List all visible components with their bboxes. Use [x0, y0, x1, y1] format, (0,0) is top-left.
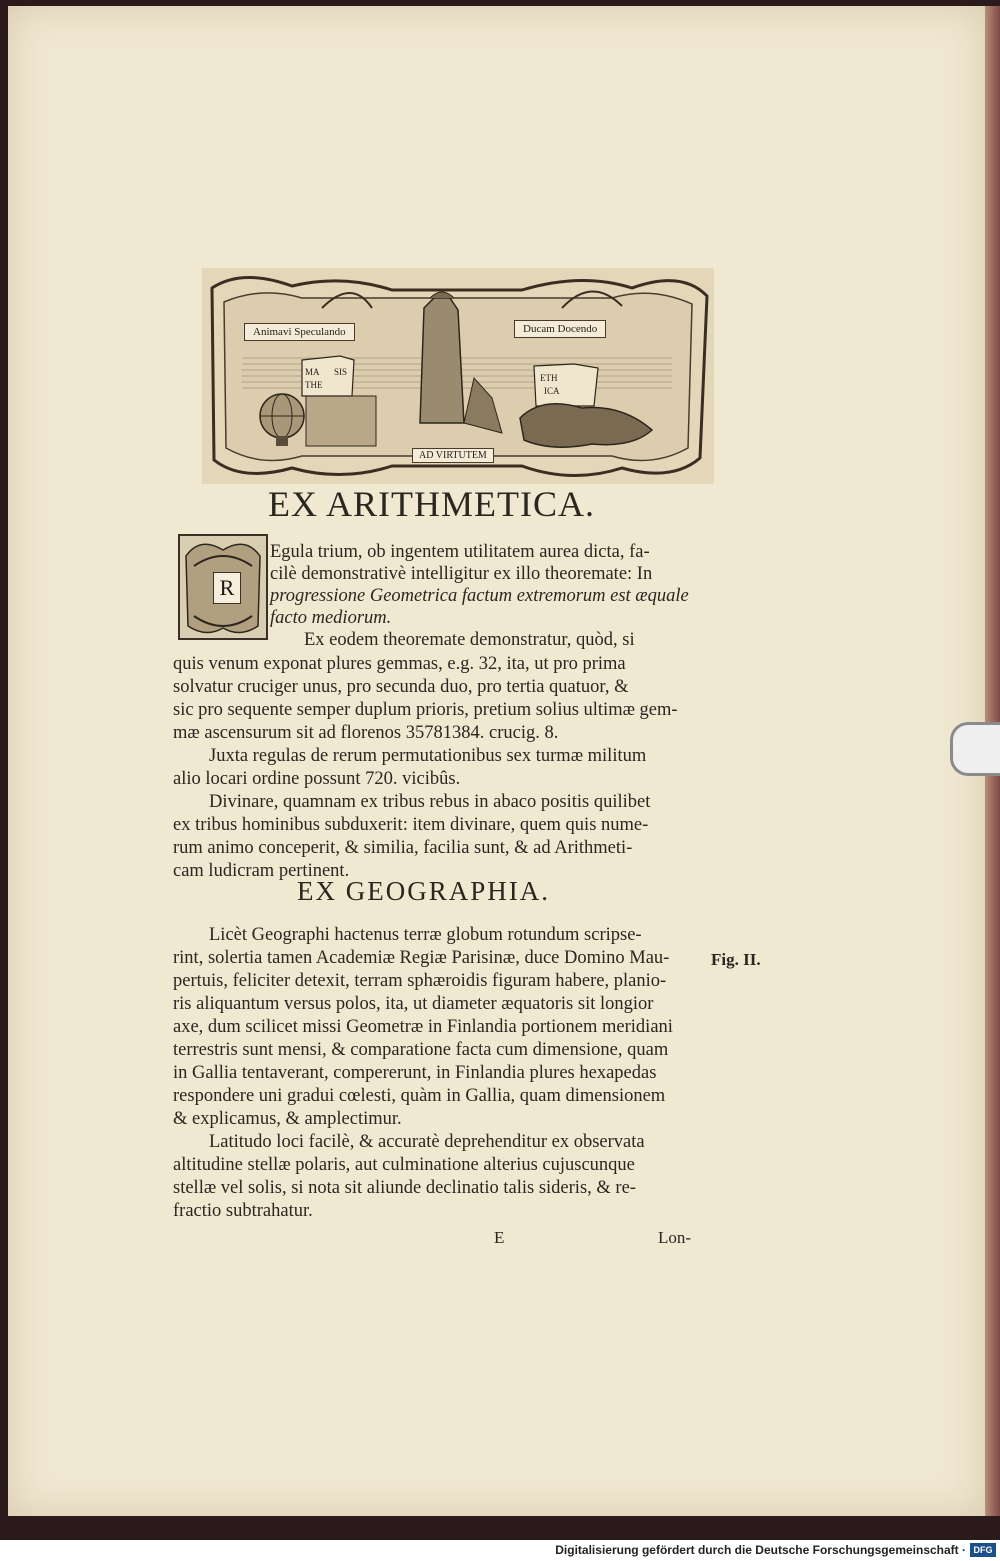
arith-line-14: rum animo conceperit, & similia, facilia sunt, & ad Arithmeti-	[173, 838, 633, 858]
geo-line-4: ris aliquantum versus polos, ita, ut diameter æquatoris sit longior	[173, 994, 654, 1014]
book-label-the: THE	[305, 380, 323, 390]
paper-clip	[950, 722, 1000, 776]
arith-line-12: Divinare, quamnam ex tribus rebus in abaco positis quilibet	[209, 792, 651, 812]
arith-line-10: Juxta regulas de rerum permutationibus sex turmæ militum	[209, 746, 647, 766]
arith-line-9: mæ ascensurum sit ad florenos 35781384. crucig. 8.	[173, 723, 559, 743]
catchword: Lon-	[658, 1228, 692, 1247]
geo-line-8: respondere uni gradui cœlesti, quàm in Gallia, quam dimensionem	[173, 1086, 666, 1106]
dfg-logo: DFG	[970, 1543, 996, 1557]
arith-line-3: progressione Geometrica factum extremorum est æquale	[270, 586, 689, 606]
book-label-ica: ICA	[544, 386, 560, 396]
signature-mark: E	[494, 1228, 505, 1247]
geo-line-3: pertuis, feliciter detexit, terram sphæroidis figuram habere, planio-	[173, 971, 667, 991]
geo-line-7: in Gallia tentaverant, compererunt, in Finlandia plures hexapedas	[173, 1063, 657, 1083]
arith-line-2: cilè demonstrativè intelligitur ex illo theoremate: In	[270, 564, 653, 584]
margin-note-figure: Fig. II.	[711, 950, 761, 969]
book-label-sis: SIS	[334, 367, 348, 377]
arith-line-4: facto mediorum.	[270, 608, 392, 628]
geo-line-11: altitudine stellæ polaris, aut culminatione alterius cujuscunque	[173, 1155, 635, 1175]
footer-credit-text: Digitalisierung gefördert durch die Deutsche Forschungsgemeinschaft ·	[555, 1543, 966, 1557]
vignette-banner-bottom: AD VIRTUTEM	[412, 448, 494, 463]
book-label-ma: MA	[305, 367, 320, 377]
geo-line-13: fractio subtrahatur.	[173, 1201, 313, 1221]
arith-line-1: Egula trium, ob ingentem utilitatem aurea dicta, fa-	[270, 542, 650, 562]
geo-line-2: rint, solertia tamen Academiæ Regiæ Parisinæ, duce Domino Mau-	[173, 948, 670, 968]
arith-line-13: ex tribus hominibus subduxerit: item divinare, quem quis nume-	[173, 815, 649, 835]
arith-line-6: quis venum exponat plures gemmas, e.g. 32, ita, ut pro prima	[173, 654, 626, 674]
heading-geographia: EX GEOGRAPHIA.	[297, 876, 550, 906]
arith-line-11: alio locari ordine possunt 720. vicibûs.	[173, 769, 461, 789]
book-page	[8, 6, 985, 1516]
arith-line-8: sic pro sequente semper duplum prioris, pretium solius ultimæ gem-	[173, 700, 678, 720]
geo-line-9: & explicamus, & amplectimur.	[173, 1109, 402, 1129]
geo-line-5: axe, dum scilicet missi Geometræ in Finlandia portionem meridiani	[173, 1017, 673, 1037]
arith-line-5: Ex eodem theoremate demonstratur, quòd, si	[304, 630, 635, 650]
geo-line-1: Licèt Geographi hactenus terræ globum rotundum scripse-	[209, 925, 642, 945]
arith-line-7: solvatur cruciger unus, pro secunda duo, pro tertia quatuor, &	[173, 677, 629, 697]
geo-line-6: terrestris sunt mensi, & comparatione facta cum dimensione, quam	[173, 1040, 669, 1060]
heading-arithmetica: EX ARITHMETICA.	[268, 484, 595, 524]
geo-line-10: Latitudo loci facilè, & accuratè deprehenditur ex observata	[209, 1132, 645, 1152]
initial-letter: R	[213, 572, 241, 604]
engraved-vignette	[202, 268, 714, 484]
vignette-banner-right: Ducam Docendo	[514, 320, 606, 338]
arith-line-15: cam ludicram pertinent.	[173, 861, 350, 881]
digitization-footer	[0, 1540, 1000, 1561]
book-label-eth: ETH	[540, 373, 558, 383]
vignette-banner-left: Animavi Speculando	[244, 323, 355, 341]
geo-line-12: stellæ vel solis, si nota sit aliunde declinatio talis sideris, & re-	[173, 1178, 636, 1198]
